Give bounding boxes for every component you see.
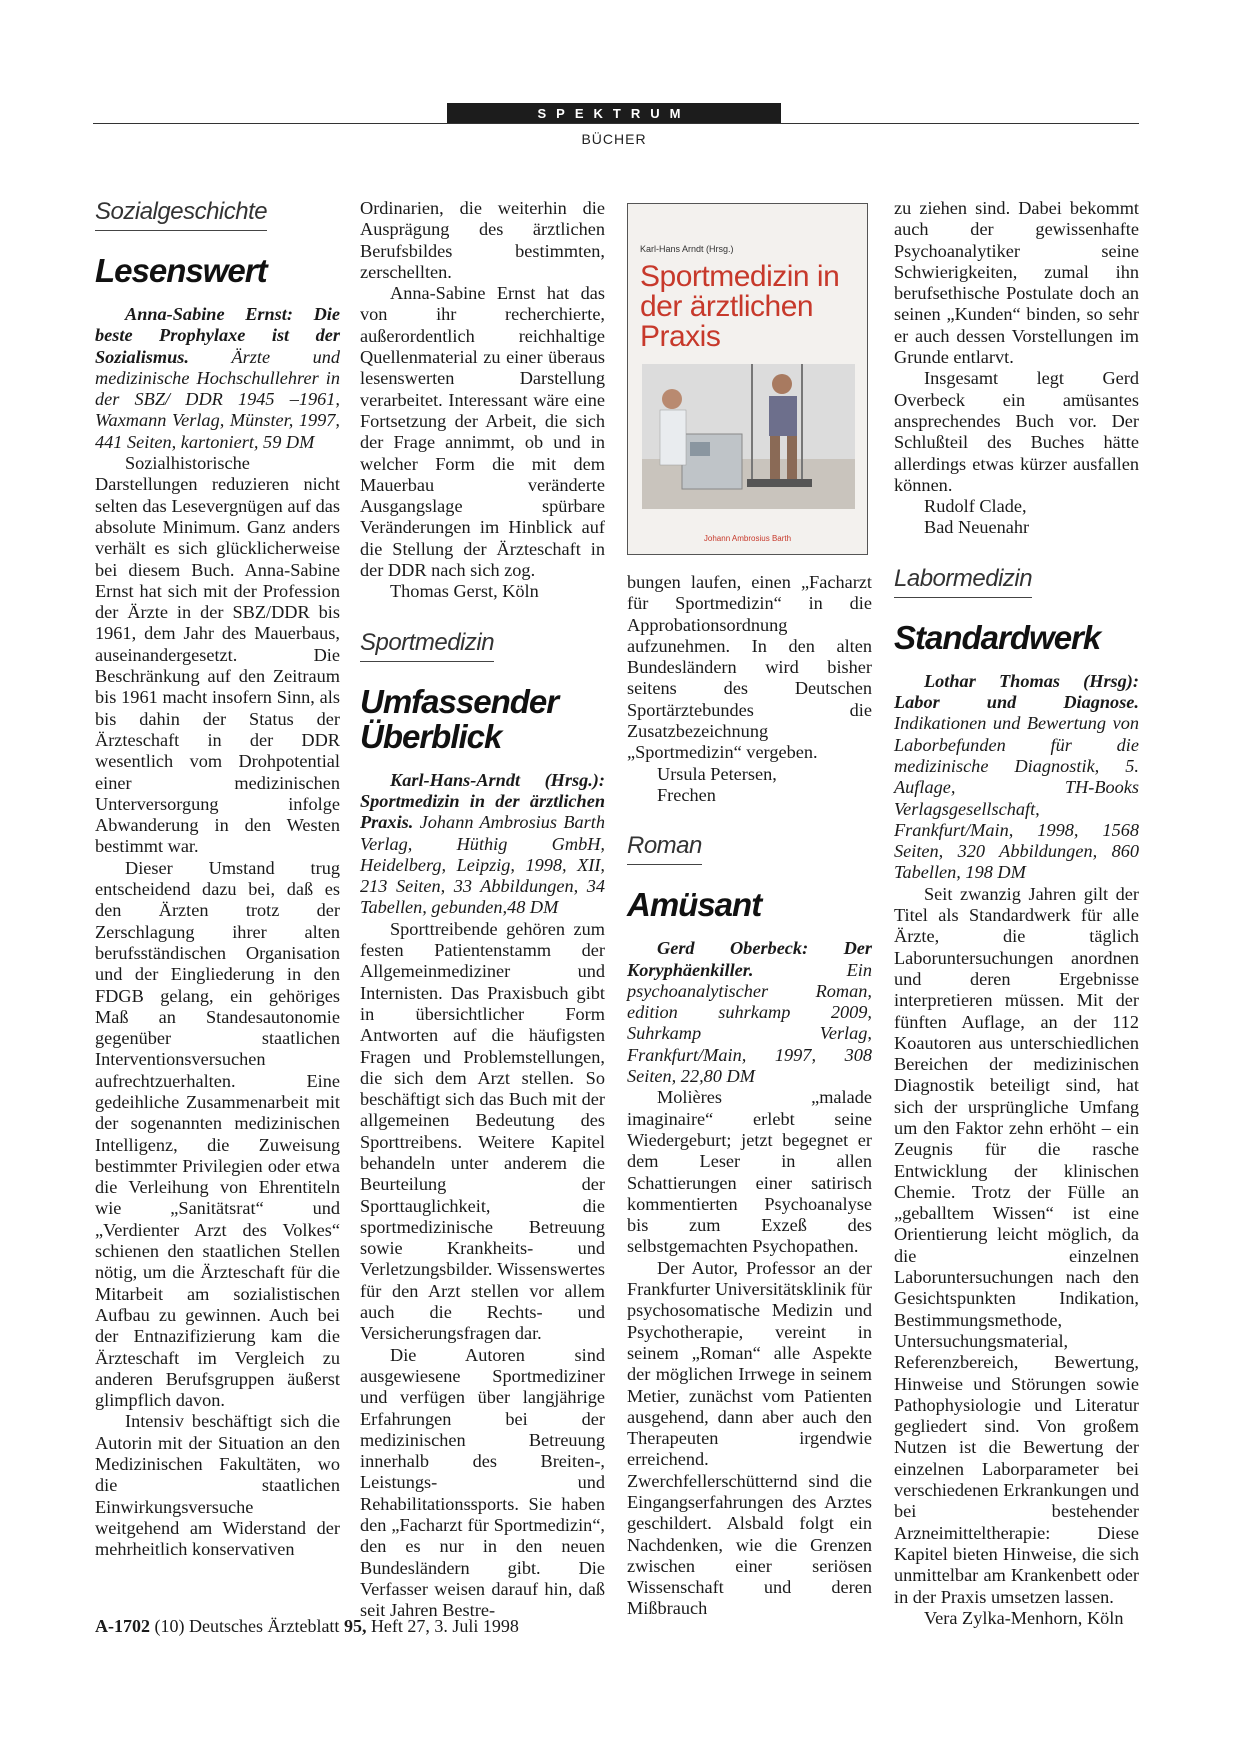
bibliography — [627, 938, 872, 1087]
bibliography-title: Karl-Hans-Arndt (Hrsg.): Sportmedizin in der ärztlichen Praxis. — [360, 769, 605, 833]
body-paragraph: Der Autor, Professor an der Frankfurter Universitätsklinik für psychosomatische Medizin und Psychotherapie, vereint in seinem „Roman“ alle Aspekte der möglichen Irrwege in seinem Metier, zunächst vom Patienten ausgehend, dann aber auch den Therapeuten irgendwie erreichend. Zwerchfellerschütternd sind die Eingangserfahrungen des Arztes geschildert. Alsbald folgt ein Nachdenken, wie die Grenzen zwischen einer seriösen Wissenschaft und deren Mißbrauch — [627, 1257, 872, 1619]
body-paragraph: Insgesamt legt Gerd Overbeck ein amüsantes ansprechendes Buch vor. Der Schlußteil des Buches hätte allerdings etwas kürzer ausfallen können. — [894, 368, 1139, 495]
headline-standardwerk: Standardwerk — [894, 618, 1101, 656]
body-paragraph: Sporttreibende gehören zum festen Patientenstamm der Allgemeinmediziner und Internisten. Das Praxisbuch gibt in übersichtlicher Form Antworten auf die häufigsten Fragen und Problemstellungen, die sich dem Arzt stellen. So beschäftigt sich das Buch mit der allgemeinen Bedeutung des Sporttreibens. Weitere Kapitel behandeln unter anderem die Beurteilung der Sporttauglichkeit, die sportmedizinische Betreuung sowie Krankheits- und Verletzungsbilder. Wissenswertes für den Arzt stellen vor allem auch die Rechts- und Versicherungsfragen dar. — [360, 918, 605, 1344]
body-paragraph: zu ziehen sind. Dabei bekommt auch der gewissenhafte Psychoanalytiker seine Schwierigkeiten, zumal ihn berufsethische Postulate doch an seinen „Kunden“ binden, so sehr er auch dessen Vorstellungen im Grunde entlarvt. — [894, 198, 1139, 368]
bibliography — [95, 304, 340, 453]
section-label-sportmedizin: Sportmedizin — [360, 629, 494, 662]
bibliography-details: Johann Ambrosius Barth Verlag, Hüthig GmbH, Heidelberg, Leipzig, 1998, XII, 213 Seiten, 33 Abbildungen, 34 Tabellen, gebunden,48 DM — [360, 812, 605, 918]
cover-editor: Karl-Hans Arndt (Hrsg.) — [640, 244, 734, 254]
column-1 — [95, 198, 340, 1561]
bibliography-title: Lothar Thomas (Hrsg): Labor und Diagnose. — [894, 670, 1139, 713]
body-paragraph: Sozialhistorische Darstellungen reduzieren nicht selten das Lesevergnügen auf das absolute Minimum. Ganz anders verhält es sich glücklicherweise bei diesem Buch. Anna-Sabine Ernst hat sich mit der Profession der Ärzte in der SBZ/DDR bis 1961, dem Jahr des Mauerbaus, auseinandergesetzt. Die Beschränkung auf den Zeitraum bis 1961 macht insofern Sinn, als bis dahin der Status der Ärzteschaft in der DDR wesentlich vom Drohpotential einer medizinischen Unterversorgung infolge Abwanderung in den Westen bestimmt war. — [95, 453, 340, 857]
bibliography-title: Gerd Oberbeck: Der Koryphäenkiller. — [627, 938, 872, 980]
page-footer — [95, 1616, 519, 1637]
review-signature: Vera Zylka-Menhorn, Köln — [924, 1607, 1124, 1628]
column-2 — [360, 198, 605, 1622]
subsection-label: BÜCHER — [581, 131, 647, 147]
issue-date: Heft 27, 3. Juli 1998 — [370, 1616, 519, 1636]
body-paragraph: Ordinarien, die weiterhin die Ausprägung des ärztlichen Berufsbildes bestimmten, zerschellten. — [360, 198, 605, 282]
cover-title: Sportmedizin in der ärztlichen Praxis — [640, 260, 840, 353]
review-signature: Rudolf Clade, — [924, 496, 1027, 517]
volume-number: 95, — [343, 1616, 367, 1636]
body-paragraph: Intensiv beschäftigt sich die Autorin mit der Situation an den Medizinischen Fakultäten, wo die staatlichen Einwirkungsversuche weitgehend am Widerstand der mehrheitlich konservativen — [95, 1411, 340, 1560]
section-label-roman: Roman — [627, 832, 702, 865]
cover-publisher: Johann Ambrosius Barth — [703, 534, 792, 543]
bibliography-details: Indikationen und Bewertung von Laborbefunden für die medizinische Diagnostik, 5. Auflage, TH-Books Verlagsgesellschaft, Frankfurt/Main, 1998, 1568 Seiten, 320 Abbildungen, 860 Tabellen, 198 DM — [894, 713, 1139, 883]
column-4 — [894, 198, 1139, 1629]
headline-line: Umfassender — [360, 682, 559, 720]
cover-photo — [642, 364, 855, 509]
body-paragraph: Molières „malade imaginaire“ erlebt seine Wiedergeburt; jetzt begegnet er dem Leser in allen Schattierungen einer satirisch kommentierten Psychoanalyse bis zum Exzeß des selbstgemachten Psychopathen. — [627, 1087, 872, 1257]
bibliography — [894, 671, 1139, 884]
review-signature: Thomas Gerst, Köln — [390, 581, 539, 602]
section-header-bar: SPEKTRUM — [447, 103, 781, 124]
bibliography-title: Anna-Sabine Ernst: Die beste Prophylaxe ist der Sozialismus. — [95, 304, 340, 367]
body-paragraph: Dieser Umstand trug entscheidend dazu bei, daß es den Ärzten trotz der Zerschlagung ihrer alten berufsständischen Organisation und der Eingliederung in den FDGB gelang, ein gehöriges Maß an Standesautonomie gegenüber staatlichen Interventionsversuchen aufrechtzuerhalten. Eine gedeihliche Zusammenarbeit mit der sogenannten medizinischen Intelligenz, die Zuweisung bestimmter Privilegien oder etwa die Verleihung von Ehrentiteln wie „Sanitätsrat“ und „Verdienter Arzt des Volkes“ schienen den staatlichen Stellen nötig, um die Ärzteschaft für die Mitarbeit am sozialistischen Aufbau zu gewinnen. Auch bei der Entnazifizierung kam die Ärzteschaft im Vergleich zu anderen Berufsgruppen äußerst glimpflich davon. — [95, 857, 340, 1411]
page-code: A-1702 — [95, 1616, 150, 1636]
book-cover-image — [627, 203, 868, 555]
body-paragraph: Anna-Sabine Ernst hat das von ihr recherchierte, außerordentlich reichhaltige Quellenmaterial zu einer überaus lesenswerten Darstellung verarbeitet. Interessant wäre eine Fortsetzung der Arbeit, die sich der Frage annimmt, ob und in welcher Form die mit dem Mauerbau veränderte Ausgangslage spürbare Veränderungen im Hinblick auf die Stellung der Ärzteschaft in der DDR nach sich zog. — [360, 283, 605, 581]
section-label-sozialgeschichte: Sozialgeschichte — [95, 198, 267, 231]
headline-umfassender-ueberblick — [360, 684, 605, 754]
journal-name: (10) Deutsches Ärzteblatt — [154, 1616, 340, 1636]
bibliography — [360, 770, 605, 919]
review-signature: Frechen — [657, 784, 716, 805]
bibliography-details: Ein psychoanalytischer Roman, edition suhrkamp 2009, Suhrkamp Verlag, Frankfurt/Main, 1997, 308 Seiten, 22,80 DM — [627, 959, 872, 1087]
body-paragraph: bungen laufen, einen „Facharzt für Sportmedizin“ in die Approbationsordnung aufzunehmen. In den alten Bundesländern wird bisher seitens des Deutschen Sportärztebundes die Zusatzbezeichnung „Sportmedizin“ vergeben. — [627, 572, 872, 763]
cover-illustration — [642, 364, 855, 509]
body-paragraph: Seit zwanzig Jahren gilt der Titel als Standardwerk für alle Ärzte, die täglich Laboruntersuchungen anordnen und deren Ergebnisse interpretieren müssen. Mit der fünften Auflage, an der 112 Koautoren aus unterschiedlichen Bereichen der medizinischen Diagnostik beteiligt sind, hat sich der ursprüngliche Umfang um den Faktor zehn erhöht – ein Zeugnis für die rasche Entwicklung der klinischen Chemie. Trotz der Fülle an „geballtem Wissen“ ist eine Orientierung leicht möglich, da die einzelnen Laboruntersuchungen nach den Gesichtspunkten Indikation, Bestimmungsmethode, Untersuchungsmaterial, Referenzbereich, Bewertung, Hinweise und Störungen sowie Pathophysiologie und Literatur gegliedert sind. Von großem Nutzen ist die Bewertung der einzelnen Laborparameter bei verschiedenen Erkrankungen und bei bestehender Arzneimitteltherapie: Diese Kapitel bieten Hinweise, die sich unmittelbar am Krankenbett oder in der Praxis umsetzen lassen. — [894, 883, 1139, 1607]
headline-lesenswert: Lesenswert — [95, 252, 267, 289]
bibliography-details: Ärzte und medizinische Hochschullehrer in der SBZ/ DDR 1945 –1961, Waxmann Verlag, Münster, 1997, 441 Seiten, kartoniert, 59 DM — [95, 346, 340, 452]
review-signature: Bad Neuenahr — [924, 517, 1030, 538]
headline-amuesant: Amüsant — [627, 886, 762, 924]
section-label-labormedizin: Labormedizin — [894, 565, 1032, 598]
headline-line: Überblick — [360, 717, 502, 755]
header-rule — [93, 123, 1139, 124]
column-3 — [627, 203, 872, 1620]
body-paragraph: Die Autoren sind ausgewiesene Sportmediziner und verfügen über langjährige Erfahrungen bei der medizinischen Betreuung innerhalb des Breiten-, Leistungs- und Rehabilitationssports. Sie haben den „Facharzt für Sportmedizin“, den es nur in den neuen Bundesländern gibt. Die Verfasser weisen darauf hin, daß seit Jahren Bestre- — [360, 1344, 605, 1621]
review-signature: Ursula Petersen, — [657, 763, 777, 784]
